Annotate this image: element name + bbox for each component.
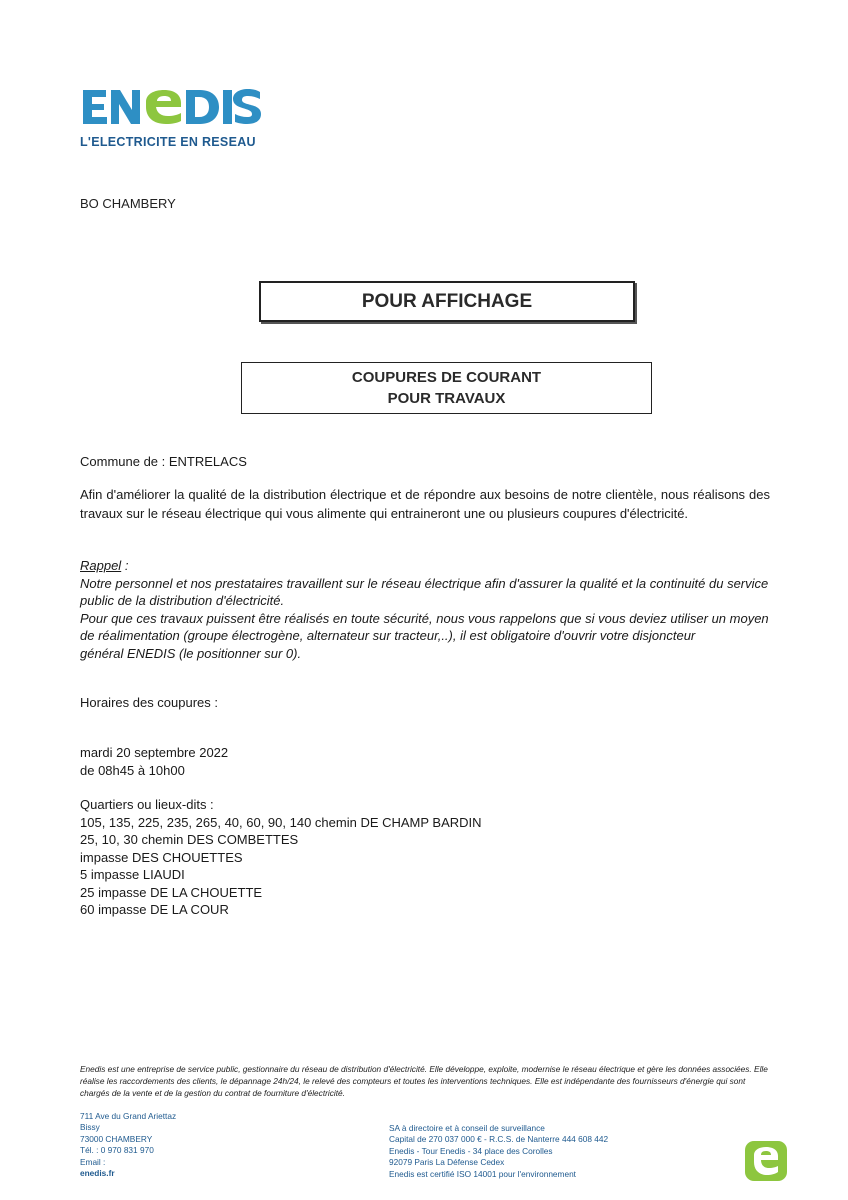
reminder-colon: : [121,558,129,573]
intro-paragraph: Afin d'améliorer la qualité de la distribution électrique et de répondre aux besoins de notre clientèle, nous réalisons des travaux sur le réseau électrique qui vous alimente qui entraineront une ou plusieurs coupures d'électricité. [80,487,770,521]
reminder-paragraph-3: général ENEDIS (le positionner sur 0). [80,645,302,661]
reminder-paragraph-1: Notre personnel et nos prestataires travaillent sur le réseau électrique afin d'assurer la qualité et la continuité du service public de la distribution d'électricité. [80,575,769,608]
company-description: Enedis est une entreprise de service public, gestionnaire du réseau de distribution d'électricité. Elle développe, exploite, modernise le réseau électrique et gère les données associées. Elle réalise les raccordements des clients, le dépannage 24h/24, le relevé des compteurs et toutes les interventions techniques. Elle est indépendante des fournisseurs d'énergie qui sont chargés de la vente et de la gestion du contrat de fourniture d'électricité. [80,1064,768,1098]
subject-line-2: POUR TRAVAUX [387,390,506,407]
reminder-heading [80,557,770,575]
address-line-2: Bissy [80,1122,100,1133]
reminder-section [80,557,770,662]
display-banner [259,281,635,322]
locations-label: Quartiers ou lieux-dits : [80,797,214,812]
subject-box [241,362,652,414]
reminder-title: Rappel [80,558,122,573]
list-item: 25, 10, 30 chemin DES COMBETTES [80,832,299,847]
subject-line-1: COUPURES DE COURANT [351,369,542,386]
schedule-label: Horaires des coupures : [80,695,219,710]
address-phone: Tél. : 0 970 831 970 [80,1145,154,1156]
address-line-3: 73000 CHAMBERY [80,1133,153,1144]
reminder-paragraph-2: Pour que ces travaux puissent être réalisés en toute sécurité, nous vous rappelons que si vous deviez utiliser un moyen de réalimentation (groupe électrogène, alternateur sur tracteur,..), il est obligatoire d'ouvrir votre disjoncteur [80,610,769,643]
locations-list [80,796,482,919]
list-item: 5 impasse LIAUDI [80,867,185,882]
postal-address [80,1111,176,1179]
list-item: 25 impasse DE LA CHOUETTE [80,884,263,900]
outage-schedule [80,744,228,780]
list-item: impasse DES CHOUETTES [80,849,243,865]
list-item: 60 impasse DE LA COUR [80,902,229,917]
website-link[interactable]: enedis.fr [80,1168,115,1179]
outage-date: mardi 20 septembre 2022 [80,745,229,760]
legal-info [389,1123,608,1180]
legal-line-5: Enedis est certifié ISO 14001 pour l'environnement [389,1168,576,1179]
address-line-1: 711 Ave du Grand Ariettaz [80,1111,177,1121]
commune-line: Commune de : ENTRELACS [80,454,247,469]
enedis-logo [80,86,262,128]
display-banner-text: POUR AFFICHAGE [361,290,533,312]
list-item: 105, 135, 225, 235, 265, 40, 60, 90, 140 chemin DE CHAMP BARDIN [80,814,482,830]
office-name: BO CHAMBERY [80,196,176,211]
legal-line-4: 92079 Paris La Défense Cedex [389,1157,505,1168]
legal-line-2: Capital de 270 037 000 € - R.C.S. de Nanterre 444 608 442 [389,1134,609,1145]
legal-line-3: Enedis - Tour Enedis - 34 place des Corolles [389,1145,553,1156]
enedis-mark-icon [745,1141,787,1186]
address-email: Email : [80,1156,106,1167]
legal-line-1: SA à directoire et à conseil de surveillance [389,1123,545,1133]
outage-time: de 08h45 à 10h00 [80,763,185,778]
brand-tagline: L'ELECTRICITE EN RESEAU [80,135,256,149]
